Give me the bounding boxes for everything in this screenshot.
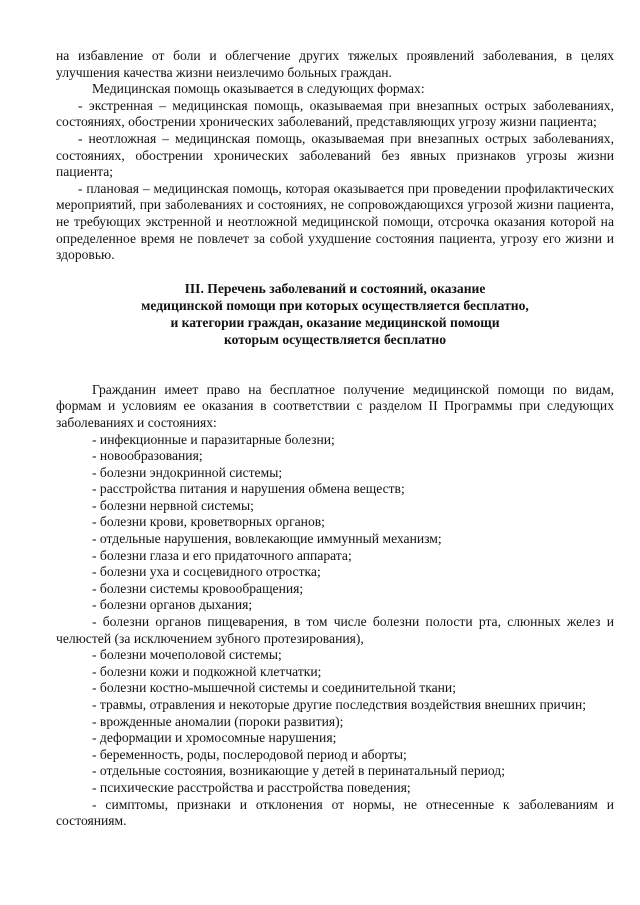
section-heading	[56, 280, 614, 348]
list-item: - новообразования;	[92, 448, 203, 464]
list-item: - отдельные состояния, возникающие у детей в перинатальный период;	[92, 763, 505, 779]
document-body	[56, 48, 614, 830]
list-item: - симптомы, признаки и отклонения от нормы, не отнесенные к заболеваниям и состояниям.	[56, 796, 614, 829]
list-item: - врожденные аномалии (пороки развития);	[92, 713, 344, 729]
list-item: - расстройства питания и нарушения обмена веществ;	[92, 481, 405, 497]
list-item: - болезни крови, кроветворных органов;	[92, 514, 325, 530]
section-heading-line: которым осуществляется бесплатно	[223, 331, 447, 347]
section-heading-line: и категории граждан, оказание медицинской помощи	[170, 314, 500, 330]
list-item: - болезни глаза и его придаточного аппарата;	[92, 547, 352, 563]
list-item: - психические расстройства и расстройства поведения;	[92, 779, 411, 795]
list-item: - болезни эндокринной системы;	[92, 464, 283, 480]
list-item: - отдельные нарушения, вовлекающие иммунный механизм;	[92, 531, 442, 547]
list-item: - травмы, отравления и некоторые другие последствия воздействия внешних причин;	[92, 697, 586, 712]
list-item: - беременность, роды, послеродовой период и аборты;	[92, 746, 407, 762]
list-item: - болезни органов пищеварения, в том числе болезни полости рта, слюнных желез и челюстей (за исключением зубного протезирования),	[56, 614, 614, 646]
list-item: - болезни уха и сосцевидного отростка;	[92, 564, 321, 580]
disease-list	[56, 432, 614, 830]
list-item: - болезни органов дыхания;	[92, 597, 253, 613]
section-heading-line: медицинской помощи при которых осуществляется бесплатно,	[141, 297, 529, 313]
section-heading-line: III. Перечень заболеваний и состояний, оказание	[184, 280, 486, 296]
list-item: - болезни системы кровообращения;	[92, 580, 304, 596]
section-lead-paragraph: Гражданин имеет право на бесплатное получение медицинской помощи по видам, формам и условиям ее оказания в соответствии с разделом II Программы при следующих заболеваниях и состояниях:	[56, 381, 614, 430]
care-form-urgent: - неотложная – медицинская помощь, оказываемая при внезапных острых заболеваниях, состояниях, обострении хронических заболеваний без явных признаков угрозы жизни пациента;	[56, 130, 614, 180]
list-item: - болезни костно-мышечной системы и соединительной ткани;	[92, 680, 456, 696]
list-item: - болезни кожи и подкожной клетчатки;	[92, 663, 322, 679]
spacer	[56, 348, 614, 382]
list-item: - инфекционные и паразитарные болезни;	[92, 431, 335, 447]
care-form-planned: - плановая – медицинская помощь, которая оказывается при проведении профилактических мероприятий, при заболеваниях и состояниях, не сопровождающихся угрозой жизни пациента, не требующих экстренной и неотложной медицинской помощи, отсрочка оказания которой на определенное время не повлечет за собой ухудшение состояния пациента, угрозу его жизни и здоровью.	[56, 180, 614, 263]
list-item: - болезни мочеполовой системы;	[92, 647, 282, 663]
list-item: - деформации и хромосомные нарушения;	[92, 730, 337, 746]
care-forms-intro: Медицинская помощь оказывается в следующих формах:	[92, 81, 425, 97]
intro-paragraph-continuation: на избавление от боли и облегчение других тяжелых проявлений заболевания, в целях улучшения качества жизни неизлечимо больных граждан.	[56, 48, 614, 80]
care-form-emergency: - экстренная – медицинская помощь, оказываемая при внезапных острых заболеваниях, состояниях, обострении хронических заболеваний, представляющих угрозу жизни пациента;	[56, 97, 614, 130]
list-item: - болезни нервной системы;	[92, 497, 254, 513]
